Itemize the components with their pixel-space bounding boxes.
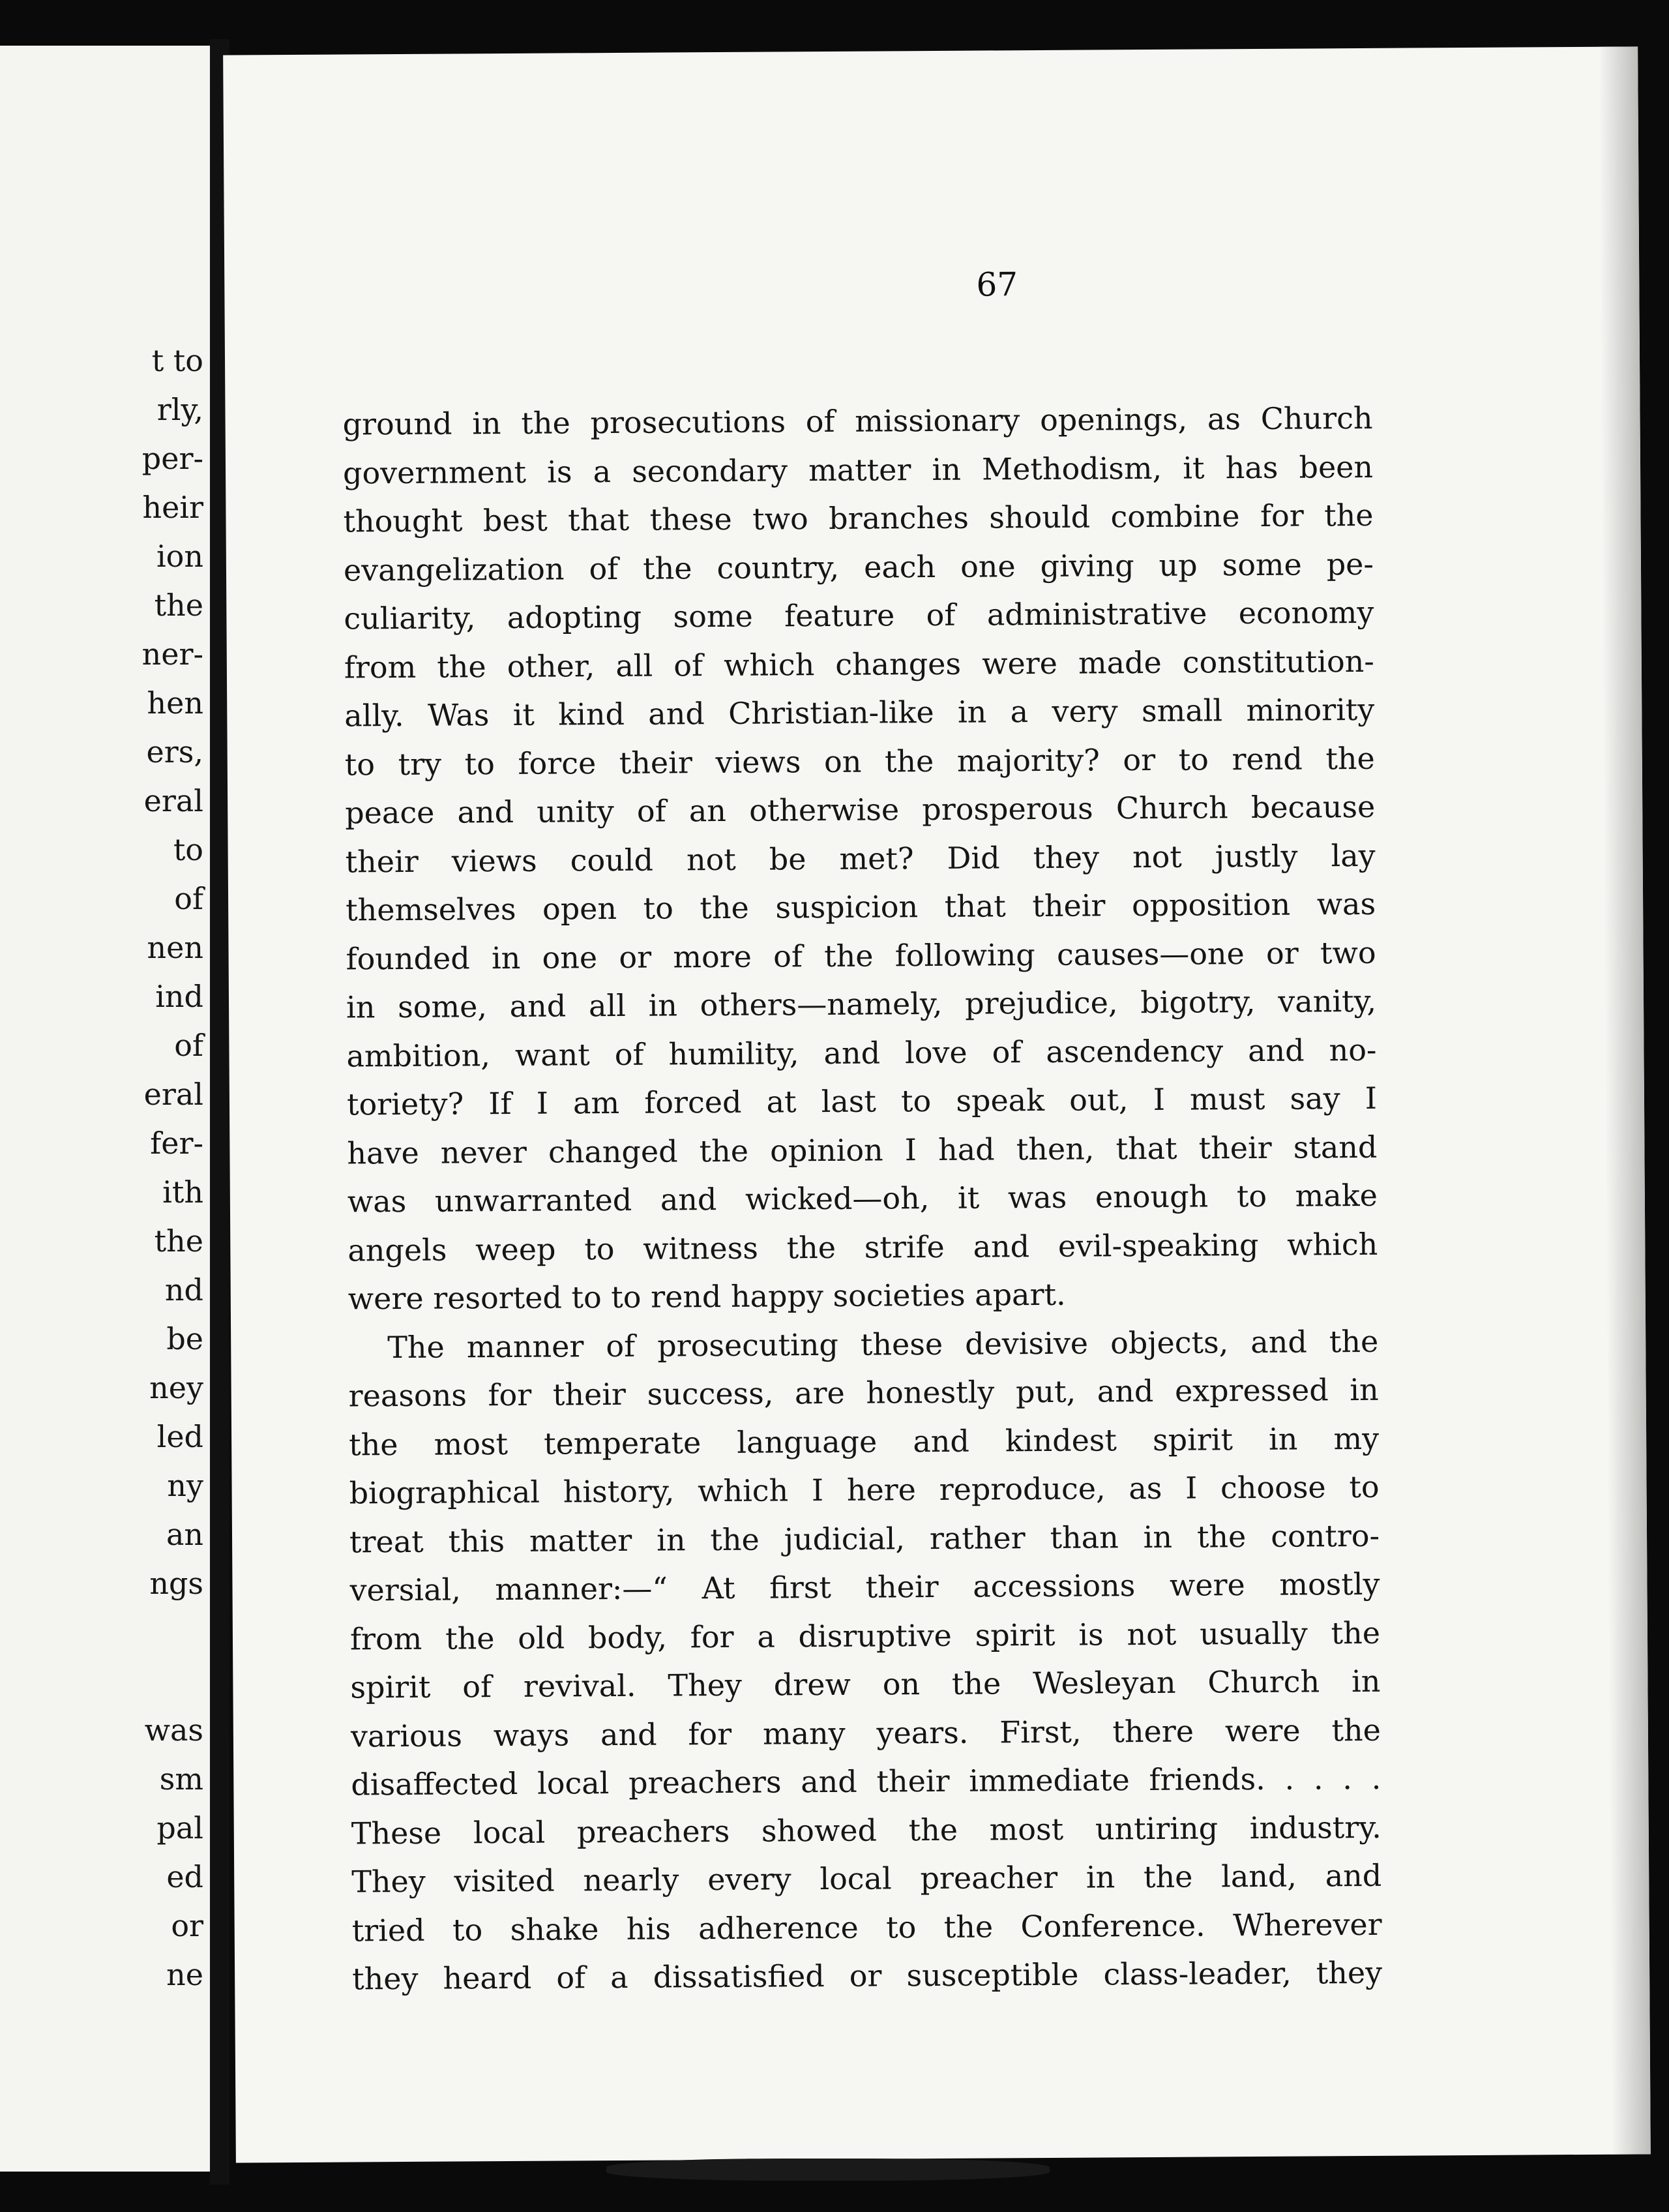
left-page-fragment: hen — [147, 685, 203, 721]
left-page-fragment: or — [171, 1908, 203, 1943]
left-page-fragment: ers, — [146, 734, 203, 770]
text-line: culiarity, adopting some feature of administrative economy — [344, 594, 1374, 636]
text-line: to try to force their views on the majority? or to rend the — [344, 740, 1375, 783]
text-line: have never changed the opinion I had then, that their stand — [347, 1129, 1378, 1171]
text-line: These local preachers showed the most untiring industry. — [351, 1809, 1381, 1851]
page-67 — [223, 46, 1651, 2162]
text-line: angels weep to witness the strife and evil-speaking which — [347, 1226, 1378, 1268]
left-page-fragment: pal — [156, 1810, 203, 1846]
text-line: from the old body, for a disruptive spirit is not usually the — [349, 1615, 1381, 1657]
text-line: the most temperate language and kindest spirit in my — [349, 1420, 1380, 1463]
left-page-fragment: of — [174, 881, 203, 916]
left-page-fragment: the — [154, 588, 203, 623]
text-line: was unwarranted and wicked—oh, it was enough to make — [347, 1177, 1378, 1219]
left-page-fragment: eral — [143, 783, 203, 818]
text-line: tried to shake his adherence to the Conference. Wherever — [351, 1906, 1382, 1949]
text-line-paragraph-start: The manner of prosecuting these devisive objects, and the — [387, 1323, 1379, 1365]
text-line: ambition, want of humility, and love of ascendency and no- — [346, 1032, 1377, 1074]
left-page-fragment: nen — [147, 930, 203, 965]
text-line: government is a secondary matter in Methodism, it has been — [342, 449, 1374, 491]
page-number: 67 — [976, 265, 1018, 304]
left-page-fragment: ed — [166, 1859, 203, 1894]
text-line: themselves open to the suspicion that their opposition was — [345, 886, 1376, 928]
left-page-fragment: to — [173, 832, 203, 867]
left-page-fragment: an — [166, 1517, 203, 1552]
text-line: founded in one or more of the following causes—one or two — [346, 934, 1376, 977]
text-line: thought best that these two branches should combine for the — [343, 497, 1374, 539]
text-line: versial, manner:—“ At first their accessions were mostly — [349, 1566, 1380, 1608]
left-page-fragment: be — [166, 1321, 203, 1356]
text-line: toriety? If I am forced at last to speak out, I must say I — [346, 1080, 1378, 1122]
left-page-fragment: the — [154, 1223, 203, 1259]
left-page-fragment: ne — [166, 1957, 203, 1992]
text-line: from the other, all of which changes were made constitution- — [344, 643, 1375, 685]
text-line: their views could not be met? Did they not justly lay — [345, 837, 1376, 880]
left-page-fragment: t to — [151, 343, 203, 378]
facing-page-left — [0, 46, 210, 2172]
text-line-paragraph-end: were resorted to to rend happy societies apart. — [347, 1276, 1066, 1317]
left-page-fragment: ion — [156, 539, 203, 574]
left-page-fragment: heir — [142, 490, 203, 525]
text-line: biographical history, which I here reproduce, as I choose to — [349, 1469, 1380, 1511]
text-line: They visited nearly every local preacher in the land, and — [351, 1857, 1382, 1900]
text-line: evangelization of the country, each one giving up some pe- — [343, 546, 1374, 588]
page-edge-shadow — [1599, 46, 1651, 2154]
text-line: disaffected local preachers and their immediate friends. . . . . — [351, 1760, 1381, 1802]
scan-smudge — [606, 2159, 1050, 2181]
left-page-fragment: ind — [155, 979, 203, 1014]
left-page-fragment: rly, — [156, 392, 203, 427]
left-page-fragment: was — [144, 1712, 203, 1748]
left-page-fragment: ney — [149, 1370, 203, 1405]
text-line: peace and unity of an otherwise prosperous Church because — [345, 788, 1376, 831]
page-body-text — [342, 394, 1382, 2003]
left-page-fragment: of — [174, 1028, 203, 1063]
text-line: reasons for their success, are honestly put, and expressed in — [348, 1371, 1379, 1414]
text-line: ally. Was it kind and Christian-like in a very small minority — [344, 691, 1375, 734]
text-line: spirit of revival. They drew on the Wesleyan Church in — [350, 1663, 1381, 1705]
left-page-fragment: ner- — [141, 636, 203, 672]
left-page-fragment: nd — [164, 1272, 203, 1308]
left-page-fragment: ngs — [149, 1566, 203, 1601]
left-page-fragment: led — [156, 1419, 203, 1454]
left-page-fragment: sm — [159, 1761, 203, 1797]
left-page-fragment: per- — [141, 441, 203, 476]
text-line: treat this matter in the judicial, rather than in the contro- — [349, 1517, 1380, 1560]
left-page-fragment: fer- — [150, 1126, 203, 1161]
left-page-fragment: eral — [143, 1077, 203, 1112]
left-page-fragment: ny — [167, 1468, 203, 1503]
left-page-fragment: ith — [162, 1174, 203, 1210]
text-line: ground in the prosecutions of missionary openings, as Church — [342, 400, 1373, 442]
text-line: in some, and all in others—namely, prejudice, bigotry, vanity, — [346, 983, 1377, 1025]
text-line: various ways and for many years. First, there were the — [350, 1712, 1381, 1754]
text-line: they heard of a dissatisfied or susceptible class-leader, they — [352, 1954, 1383, 1997]
